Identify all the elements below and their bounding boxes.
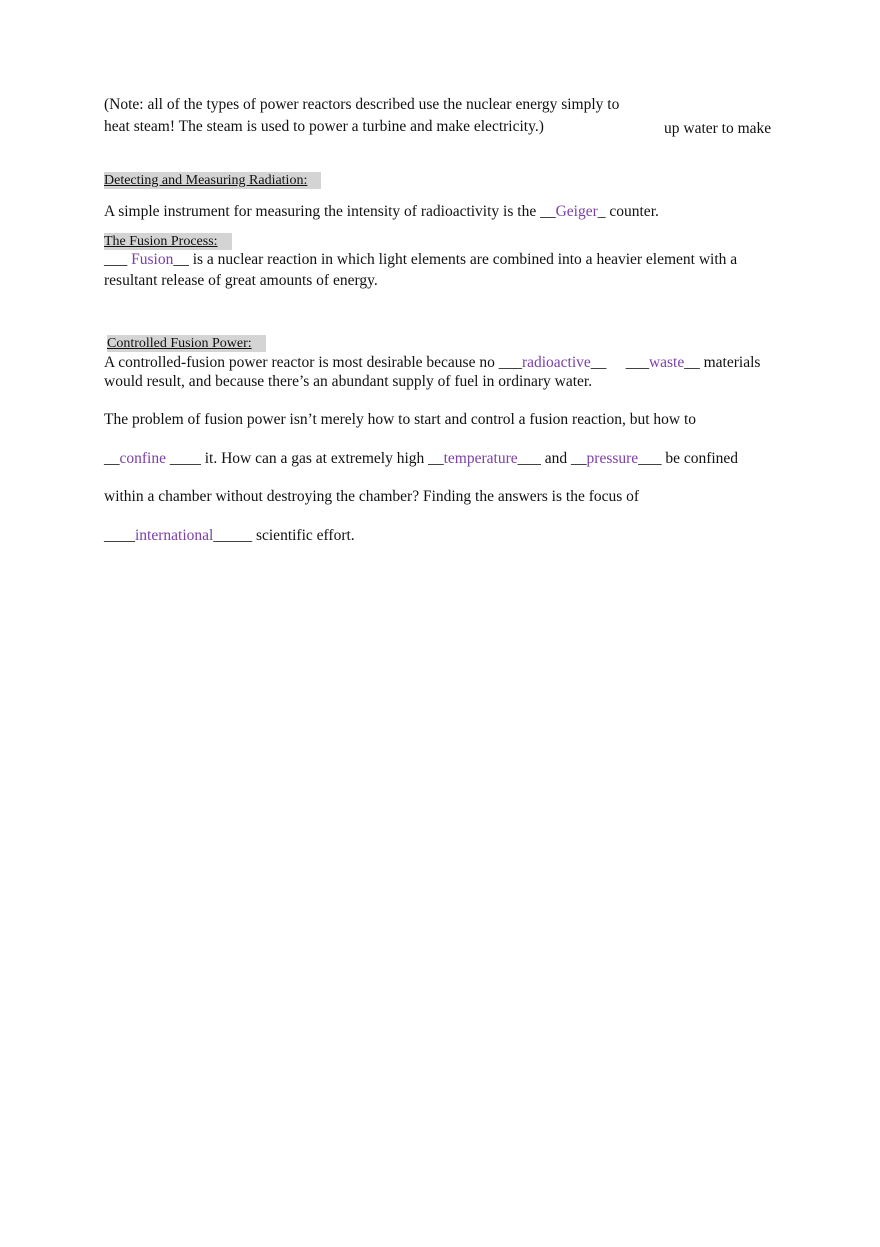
fusion-sentence-line-2: resultant release of great amounts of energy. <box>104 272 378 289</box>
problem-line-4 <box>104 526 355 546</box>
problem-answer-pressure: pressure <box>586 450 639 467</box>
problem-blank-1-post: ____ <box>165 450 201 467</box>
problem-text-post: be confined <box>661 450 739 467</box>
problem-blank-4-post: _____ <box>213 527 253 544</box>
problem-answer-temperature: temperature <box>443 450 518 467</box>
note-stray-text: up water to make <box>664 120 772 137</box>
detecting-sentence <box>104 202 659 222</box>
controlled-blank-1-post: __ <box>590 354 607 371</box>
problem-text-mid-2: and <box>540 450 572 467</box>
controlled-gap <box>606 354 625 371</box>
problem-blank-1-pre: __ <box>104 450 120 467</box>
note-line-2: heat steam! The steam is used to power a turbine and make electricity.) <box>104 118 544 135</box>
problem-text-mid-1: it. How can a gas at extremely high <box>200 450 429 467</box>
controlled-answer-waste: waste <box>648 354 685 371</box>
controlled-blank-1-pre: ___ <box>498 354 522 371</box>
problem-text-end: scientific effort. <box>252 527 355 544</box>
problem-line-3: within a chamber without destroying the chamber? Finding the answers is the focus of <box>104 488 640 505</box>
detecting-text-pre: A simple instrument for measuring the intensity of radioactivity is the <box>104 203 541 220</box>
fusion-blank-post: __ <box>173 251 189 268</box>
controlled-sentence-line-2: would result, and because there’s an abundant supply of fuel in ordinary water. <box>104 373 593 390</box>
detecting-text-post: counter. <box>605 203 659 220</box>
controlled-blank-2-post: __ <box>684 354 700 371</box>
problem-line-2 <box>104 449 738 469</box>
detecting-blank-pre: __ <box>540 203 556 220</box>
fusion-process-heading: The Fusion Process: <box>104 233 232 250</box>
controlled-answer-radioactive: radioactive <box>521 354 591 371</box>
fusion-answer: Fusion <box>131 251 174 268</box>
problem-answer-confine: confine <box>119 450 166 467</box>
controlled-text-post: materials <box>699 354 761 371</box>
fusion-text-post: is a nuclear reaction in which light elements are combined into a heavier element with a <box>188 251 738 268</box>
detecting-answer: Geiger <box>555 203 598 220</box>
controlled-fusion-heading: Controlled Fusion Power: <box>107 335 266 352</box>
fusion-blank-pre: ___ <box>104 251 132 268</box>
problem-line-1: The problem of fusion power isn’t merely how to start and control a fusion reaction, but how to <box>104 411 697 428</box>
controlled-blank-2-pre: ___ <box>625 354 649 371</box>
problem-blank-3-post: ___ <box>638 450 662 467</box>
detecting-blank-post: _ <box>597 203 606 220</box>
detecting-heading: Detecting and Measuring Radiation: <box>104 172 321 189</box>
note-line-1: (Note: all of the types of power reactors described use the nuclear energy simply to <box>104 96 620 113</box>
problem-answer-international: international <box>135 527 214 544</box>
fusion-sentence-line-1 <box>104 250 737 270</box>
controlled-sentence-line-1 <box>104 353 760 373</box>
problem-blank-4-pre: ____ <box>104 527 135 544</box>
controlled-text-pre: A controlled-fusion power reactor is most desirable because no <box>104 354 499 371</box>
problem-blank-2-post: ___ <box>517 450 541 467</box>
problem-blank-2-pre: __ <box>428 450 444 467</box>
problem-blank-3-pre: __ <box>571 450 587 467</box>
